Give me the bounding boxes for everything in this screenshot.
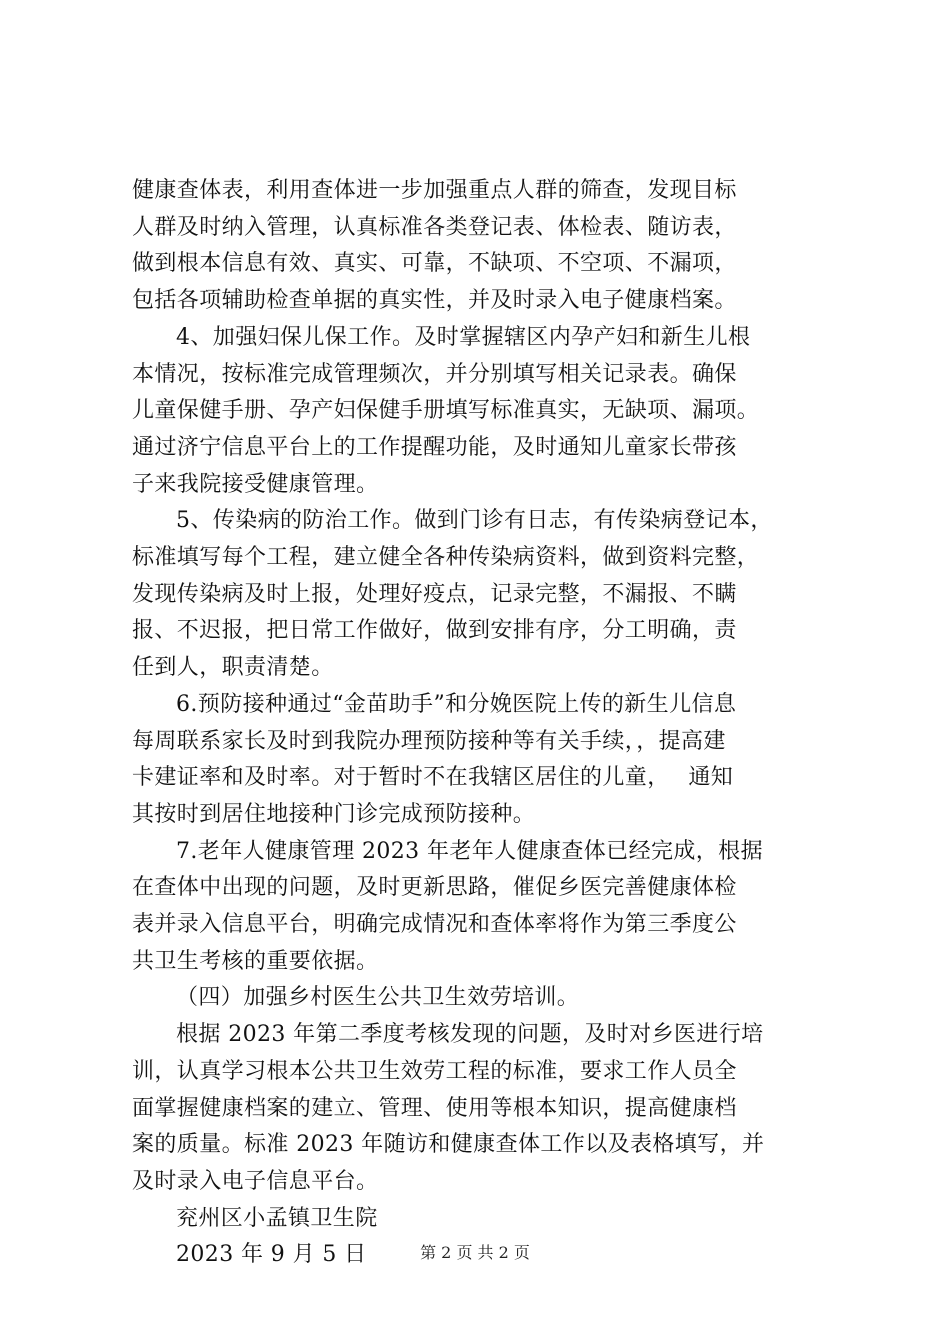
text-line: 表并录入信息平台，明确完成情况和查体率将作为第三季度公 bbox=[132, 912, 737, 938]
text-line: 本情况，按标准完成管理频次，并分别填写相关记录表。确保 bbox=[132, 361, 737, 387]
text-line: 在查体中出现的问题，及时更新思路，催促乡医完善健康体检 bbox=[132, 875, 737, 901]
text-line: 包括各项辅助检查单据的真实性，并及时录入电子健康档案。 bbox=[132, 288, 737, 314]
text-line: 做到根本信息有效、真实、可靠，不缺项、不空项、不漏项， bbox=[132, 251, 737, 277]
text-line: 其按时到居住地接种门诊完成预防接种。 bbox=[132, 801, 536, 827]
page-footer: 第 2 页 共 2 页 bbox=[420, 1243, 530, 1262]
document-body bbox=[132, 173, 842, 1274]
text-line: 报、不迟报，把日常工作做好，做到安排有序，分工明确，责 bbox=[132, 618, 737, 644]
text-line: 根据 2023 年第二季度考核发现的问题，及时对乡医进行培 bbox=[176, 1022, 764, 1048]
text-line: 标准填写每个工程，建立健全各种传染病资料，做到资料完整， bbox=[132, 545, 760, 571]
text-line: （四）加强乡村医生公共卫生效劳培训。 bbox=[176, 985, 580, 1011]
text-line: 案的质量。标准 2023 年随访和健康查体工作以及表格填写，并 bbox=[132, 1132, 765, 1158]
text-line: 儿童保健手册、孕产妇保健手册填写标准真实，无缺项、漏项。 bbox=[132, 398, 760, 424]
text-line: 7.老年人健康管理 2023 年老年人健康查体已经完成，根据 bbox=[176, 838, 763, 864]
text-line: 卡建证率和及时率。对于暂时不在我辖区居住的儿童， 通知 bbox=[132, 765, 734, 791]
text-line: 共卫生考核的重要依据。 bbox=[132, 948, 379, 974]
text-line: 4、加强妇保儿保工作。及时掌握辖区内孕产妇和新生儿根 bbox=[176, 324, 751, 350]
text-line: 兖州区小孟镇卫生院 bbox=[176, 1205, 378, 1231]
text-line: 及时录入电子信息平台。 bbox=[132, 1168, 379, 1194]
text-line: 人群及时纳入管理，认真标准各类登记表、体检表、随访表， bbox=[132, 214, 737, 240]
text-line: 通过济宁信息平台上的工作提醒功能，及时通知儿童家长带孩 bbox=[132, 434, 737, 460]
text-line: 任到人，职责清楚。 bbox=[132, 655, 334, 681]
text-line: 健康查体表，利用查体进一步加强重点人群的筛查，发现目标 bbox=[132, 178, 737, 203]
text-line: 训，认真学习根本公共卫生效劳工程的标准，要求工作人员全 bbox=[132, 1058, 737, 1084]
text-line: 6.预防接种通过“金苗助手”和分娩医院上传的新生儿信息 bbox=[176, 691, 737, 717]
text-line: 发现传染病及时上报，处理好疫点，记录完整，不漏报、不瞒 bbox=[132, 581, 737, 607]
text-line: 每周联系家长及时到我院办理预防接种等有关手续，，提高建 bbox=[132, 728, 726, 754]
text-line: 子来我院接受健康管理。 bbox=[132, 471, 379, 497]
text-line: 面掌握健康档案的建立、管理、使用等根本知识，提高健康档 bbox=[132, 1095, 737, 1121]
text-line: 2023 年 9 月 5 日 bbox=[176, 1242, 367, 1268]
text-line: 5、传染病的防治工作。做到门诊有日志，有传染病登记本， bbox=[176, 508, 773, 534]
